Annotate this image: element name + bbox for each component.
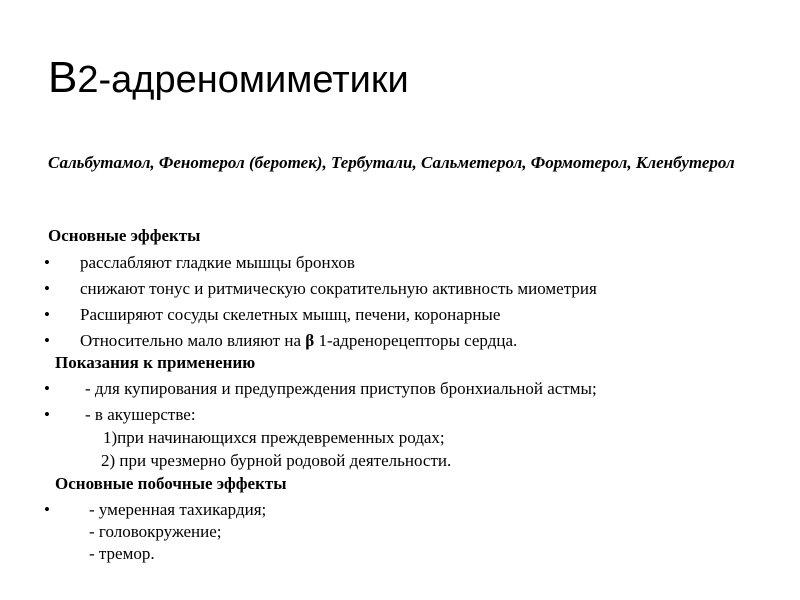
indication-subitem: 2) при чрезмерно бурной родовой деятельности. — [101, 451, 452, 470]
bullet: • — [44, 405, 50, 424]
indication-subitem: 1)при начинающихся преждевременных родах; — [103, 428, 445, 447]
effect4-prefix: Относительно мало влияют на — [80, 331, 306, 350]
slide-title — [48, 52, 409, 106]
side-effect-item: - умеренная тахикардия; — [89, 500, 267, 519]
bullet: • — [44, 305, 50, 324]
effect-item: снижают тонус и ритмическую сократительную активность миометрия — [80, 279, 597, 298]
effect4-suffix: 1-адренорецепторы сердца. — [314, 331, 518, 350]
indications-heading: Показания к применению — [55, 353, 256, 372]
side-effect-item: - головокружение; — [89, 522, 222, 541]
drug-list: Сальбутамол, Фенотерол (беротек), Тербутали, Сальметерол, Формотерол, Кленбутерол — [48, 153, 735, 172]
effect-item: Расширяют сосуды скелетных мышц, печени, коронарные — [80, 305, 501, 324]
indication-item: - в акушерстве: — [85, 405, 196, 424]
title-rest: 2-адреномиметики — [77, 59, 409, 101]
bullet: • — [44, 500, 50, 519]
side-effects-heading: Основные побочные эффекты — [55, 474, 287, 493]
effects-heading: Основные эффекты — [48, 226, 201, 245]
bullet: • — [44, 379, 50, 398]
beta-symbol: β — [305, 331, 315, 350]
title-prefix: B — [48, 53, 78, 102]
effect-item: расслабляют гладкие мышцы бронхов — [80, 253, 355, 272]
bullet: • — [44, 253, 50, 272]
bullet: • — [44, 279, 50, 298]
bullet: • — [44, 331, 50, 350]
side-effect-item: - тремор. — [89, 544, 155, 563]
indication-item: - для купирования и предупреждения приступов бронхиальной астмы; — [85, 379, 597, 398]
effect-item-cardiac — [80, 330, 517, 352]
